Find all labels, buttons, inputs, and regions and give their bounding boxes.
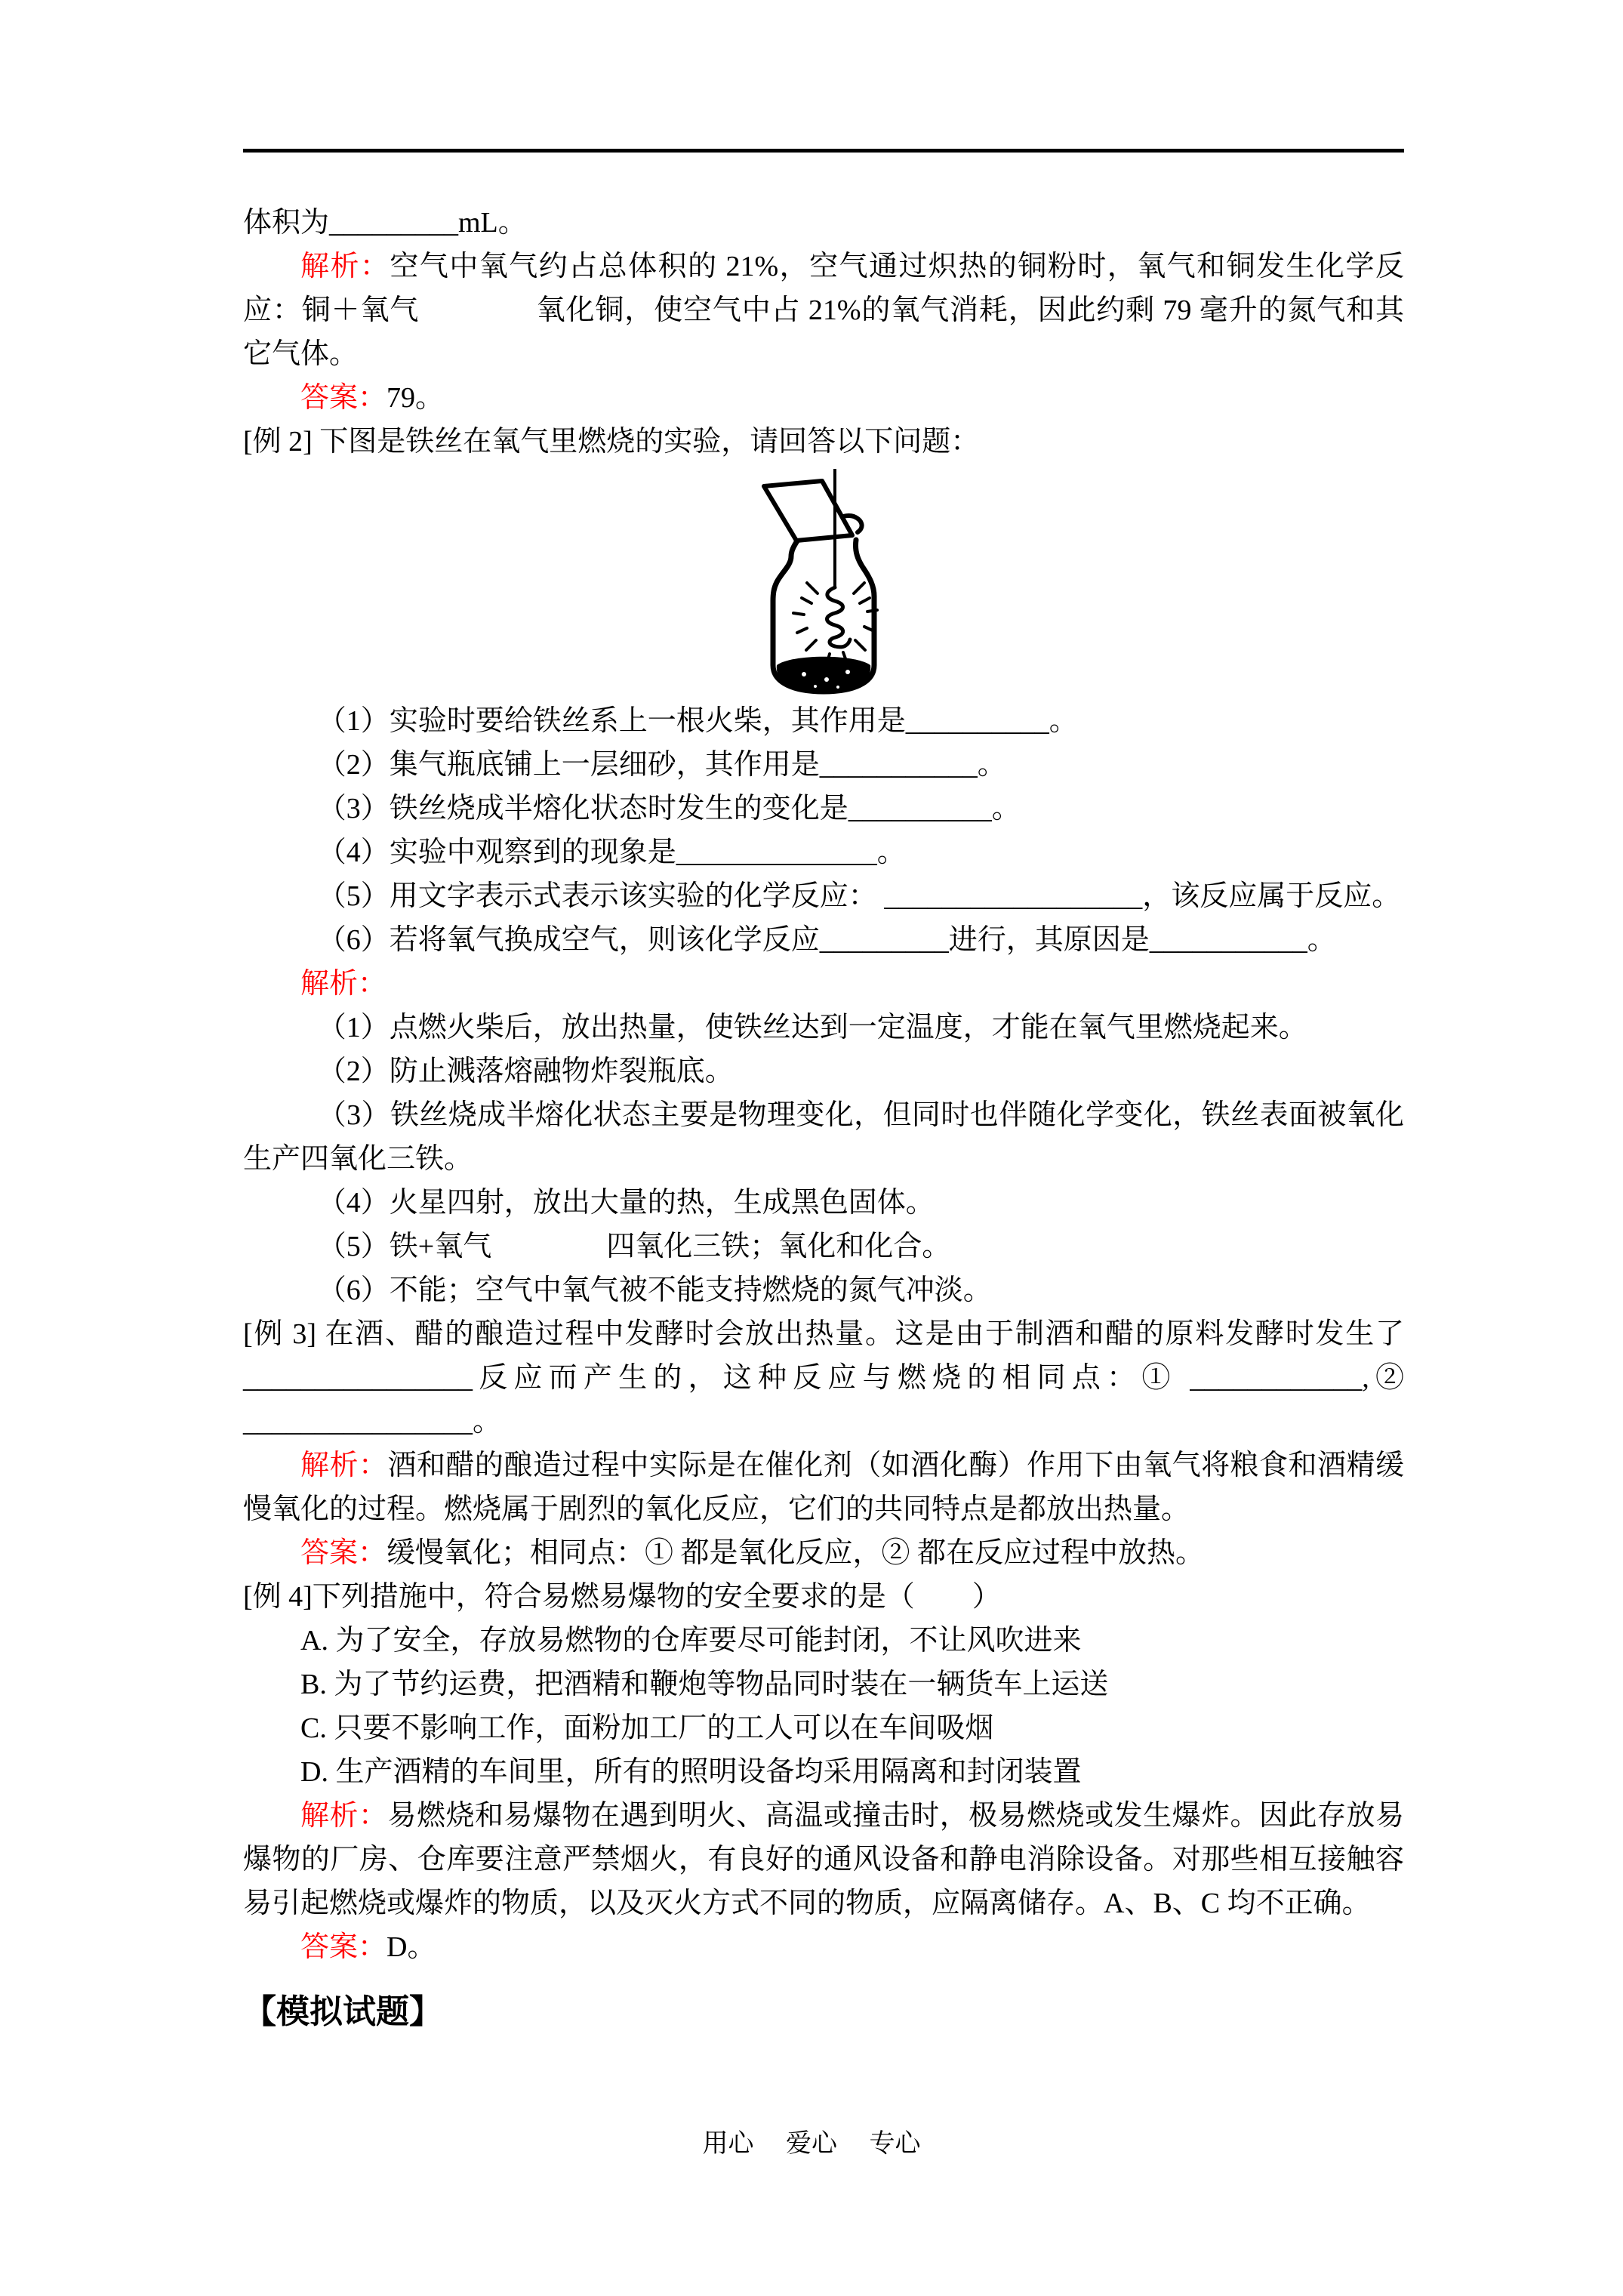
ex2-question-3: （3）铁丝烧成半熔化状态时发生的变化是__________。 bbox=[317, 793, 1021, 824]
ex3-analysis-text: 酒和醋的酿造过程中实际是在催化剂（如酒化酶）作用下由氧气将粮食和酒精缓慢氧化的过程。燃烧属于剧烈的氧化反应，它们的共同特点是都放出热量。 bbox=[243, 1450, 1404, 1525]
ex4-option-d: D. 生产酒精的车间里，所有的照明设备均采用隔离和封闭装置 bbox=[300, 1756, 1082, 1788]
ex2-analysis-5: （5）铁+氧气 四氧化三铁；氧化和化合。 bbox=[317, 1231, 951, 1262]
header-rule bbox=[243, 149, 1404, 153]
ex3-analysis-label: 解析： bbox=[300, 1450, 388, 1481]
ex2-analysis-4: （4）火星四射，放出大量的热，生成黑色固体。 bbox=[317, 1187, 935, 1219]
ex2-question-2: （2）集气瓶底铺上一层细砂，其作用是___________。 bbox=[317, 749, 1006, 781]
ex2-figure bbox=[243, 465, 1404, 698]
ex2-question-6: （6）若将氧气换成空气，则该化学反应_________进行，其原因是___________。 bbox=[317, 924, 1336, 956]
ex2-analysis-label-line bbox=[243, 962, 1404, 1006]
ex3-answer-text: 缓慢氧化；相同点：① 都是氧化反应，② 都在反应过程中放热。 bbox=[387, 1537, 1205, 1569]
ex2-title: [例 2] 下图是铁丝在氧气里燃烧的实验，请回答以下问题： bbox=[243, 426, 980, 458]
ex1-answer bbox=[243, 376, 1404, 420]
ex4-option-b: B. 为了节约运费，把酒精和鞭炮等物品同时装在一辆货车上运送 bbox=[300, 1669, 1109, 1700]
ex4-option-c: C. 只要不影响工作，面粉加工厂的工人可以在车间吸烟 bbox=[300, 1712, 994, 1744]
ex1-answer-label: 答案： bbox=[300, 382, 387, 414]
ex1-analysis bbox=[243, 245, 1404, 376]
ex4-answer-text: D。 bbox=[387, 1931, 436, 1963]
ex4-analysis bbox=[243, 1794, 1404, 1925]
ex3-answer bbox=[243, 1531, 1404, 1575]
page-footer: 用心 爱心 专心 bbox=[702, 2130, 921, 2158]
ex2-question-5: （5）用文字表示式表示该实验的化学反应： __________________，该反应属于反应。 bbox=[317, 880, 1401, 912]
ex3-analysis bbox=[243, 1444, 1404, 1531]
ex4-title: [例 4]下列措施中，符合易燃易爆物的安全要求的是（ ） bbox=[243, 1581, 1001, 1613]
ex2-question-4: （4）实验中观察到的现象是______________。 bbox=[317, 837, 906, 868]
ex4-answer-label: 答案： bbox=[300, 1931, 387, 1963]
iron-wire-combustion-diagram bbox=[759, 467, 888, 696]
ex1-answer-text: 79。 bbox=[387, 382, 445, 414]
ex2-question-1: （1）实验时要给铁丝系上一根火柴，其作用是__________。 bbox=[317, 705, 1078, 737]
ex1-analysis-text: 空气中氧气约占总体积的 21%，空气通过炽热的铜粉时，氧气和铜发生化学反应：铜＋氧气 氧化铜，使空气中占 21%的氧气消耗，因此约剩 79 毫升的氮气和其它气体。 bbox=[243, 251, 1404, 370]
ex4-answer bbox=[243, 1925, 1404, 1969]
ex2-analysis-6: （6）不能；空气中氧气被不能支持燃烧的氮气冲淡。 bbox=[317, 1274, 992, 1306]
ex4-analysis-text: 易燃烧和易爆物在遇到明火、高温或撞击时，极易燃烧或发生爆炸。因此存放易爆物的厂房、仓库要注意严禁烟火，有良好的通风设备和静电消除设备。对那些相互接触容易引起燃烧或爆炸的物质，以及灭火方式不同的物质，应隔离储存。A、B、C 均不正确。 bbox=[243, 1800, 1404, 1919]
document-content bbox=[243, 0, 1404, 2034]
ex2-analysis-1: （1）点燃火柴后，放出热量，使铁丝达到一定温度，才能在氧气里燃烧起来。 bbox=[317, 1012, 1307, 1043]
volume-fill-line: 体积为_________mL。 bbox=[243, 207, 527, 239]
ex2-analysis-3: （3）铁丝烧成半熔化状态主要是物理变化，但同时也伴随化学变化，铁丝表面被氧化生产四氧化三铁。 bbox=[243, 1099, 1404, 1175]
ex4-option-a: A. 为了安全，存放易燃物的仓库要尽可能封闭，不让风吹进来 bbox=[300, 1625, 1082, 1657]
ex4-analysis-label: 解析： bbox=[300, 1800, 388, 1832]
ex1-analysis-label: 解析： bbox=[300, 251, 390, 282]
ex3-answer-label: 答案： bbox=[300, 1537, 387, 1569]
simulation-questions-heading: 【模拟试题】 bbox=[243, 1993, 442, 2030]
ex2-analysis-label: 解析： bbox=[300, 968, 387, 1000]
ex2-analysis-2: （2）防止溅落熔融物炸裂瓶底。 bbox=[317, 1056, 734, 1087]
ex3-title: [例 3] 在酒、醋的酿造过程中发酵时会放出热量。这是由于制酒和醋的原料发酵时发生了________________反应而产生的，这种反应与燃烧的相同点：① ____________,② ________________。 bbox=[243, 1318, 1404, 1438]
burning-iron-wire-coil bbox=[827, 587, 851, 647]
glass-cover-plate bbox=[764, 481, 852, 541]
